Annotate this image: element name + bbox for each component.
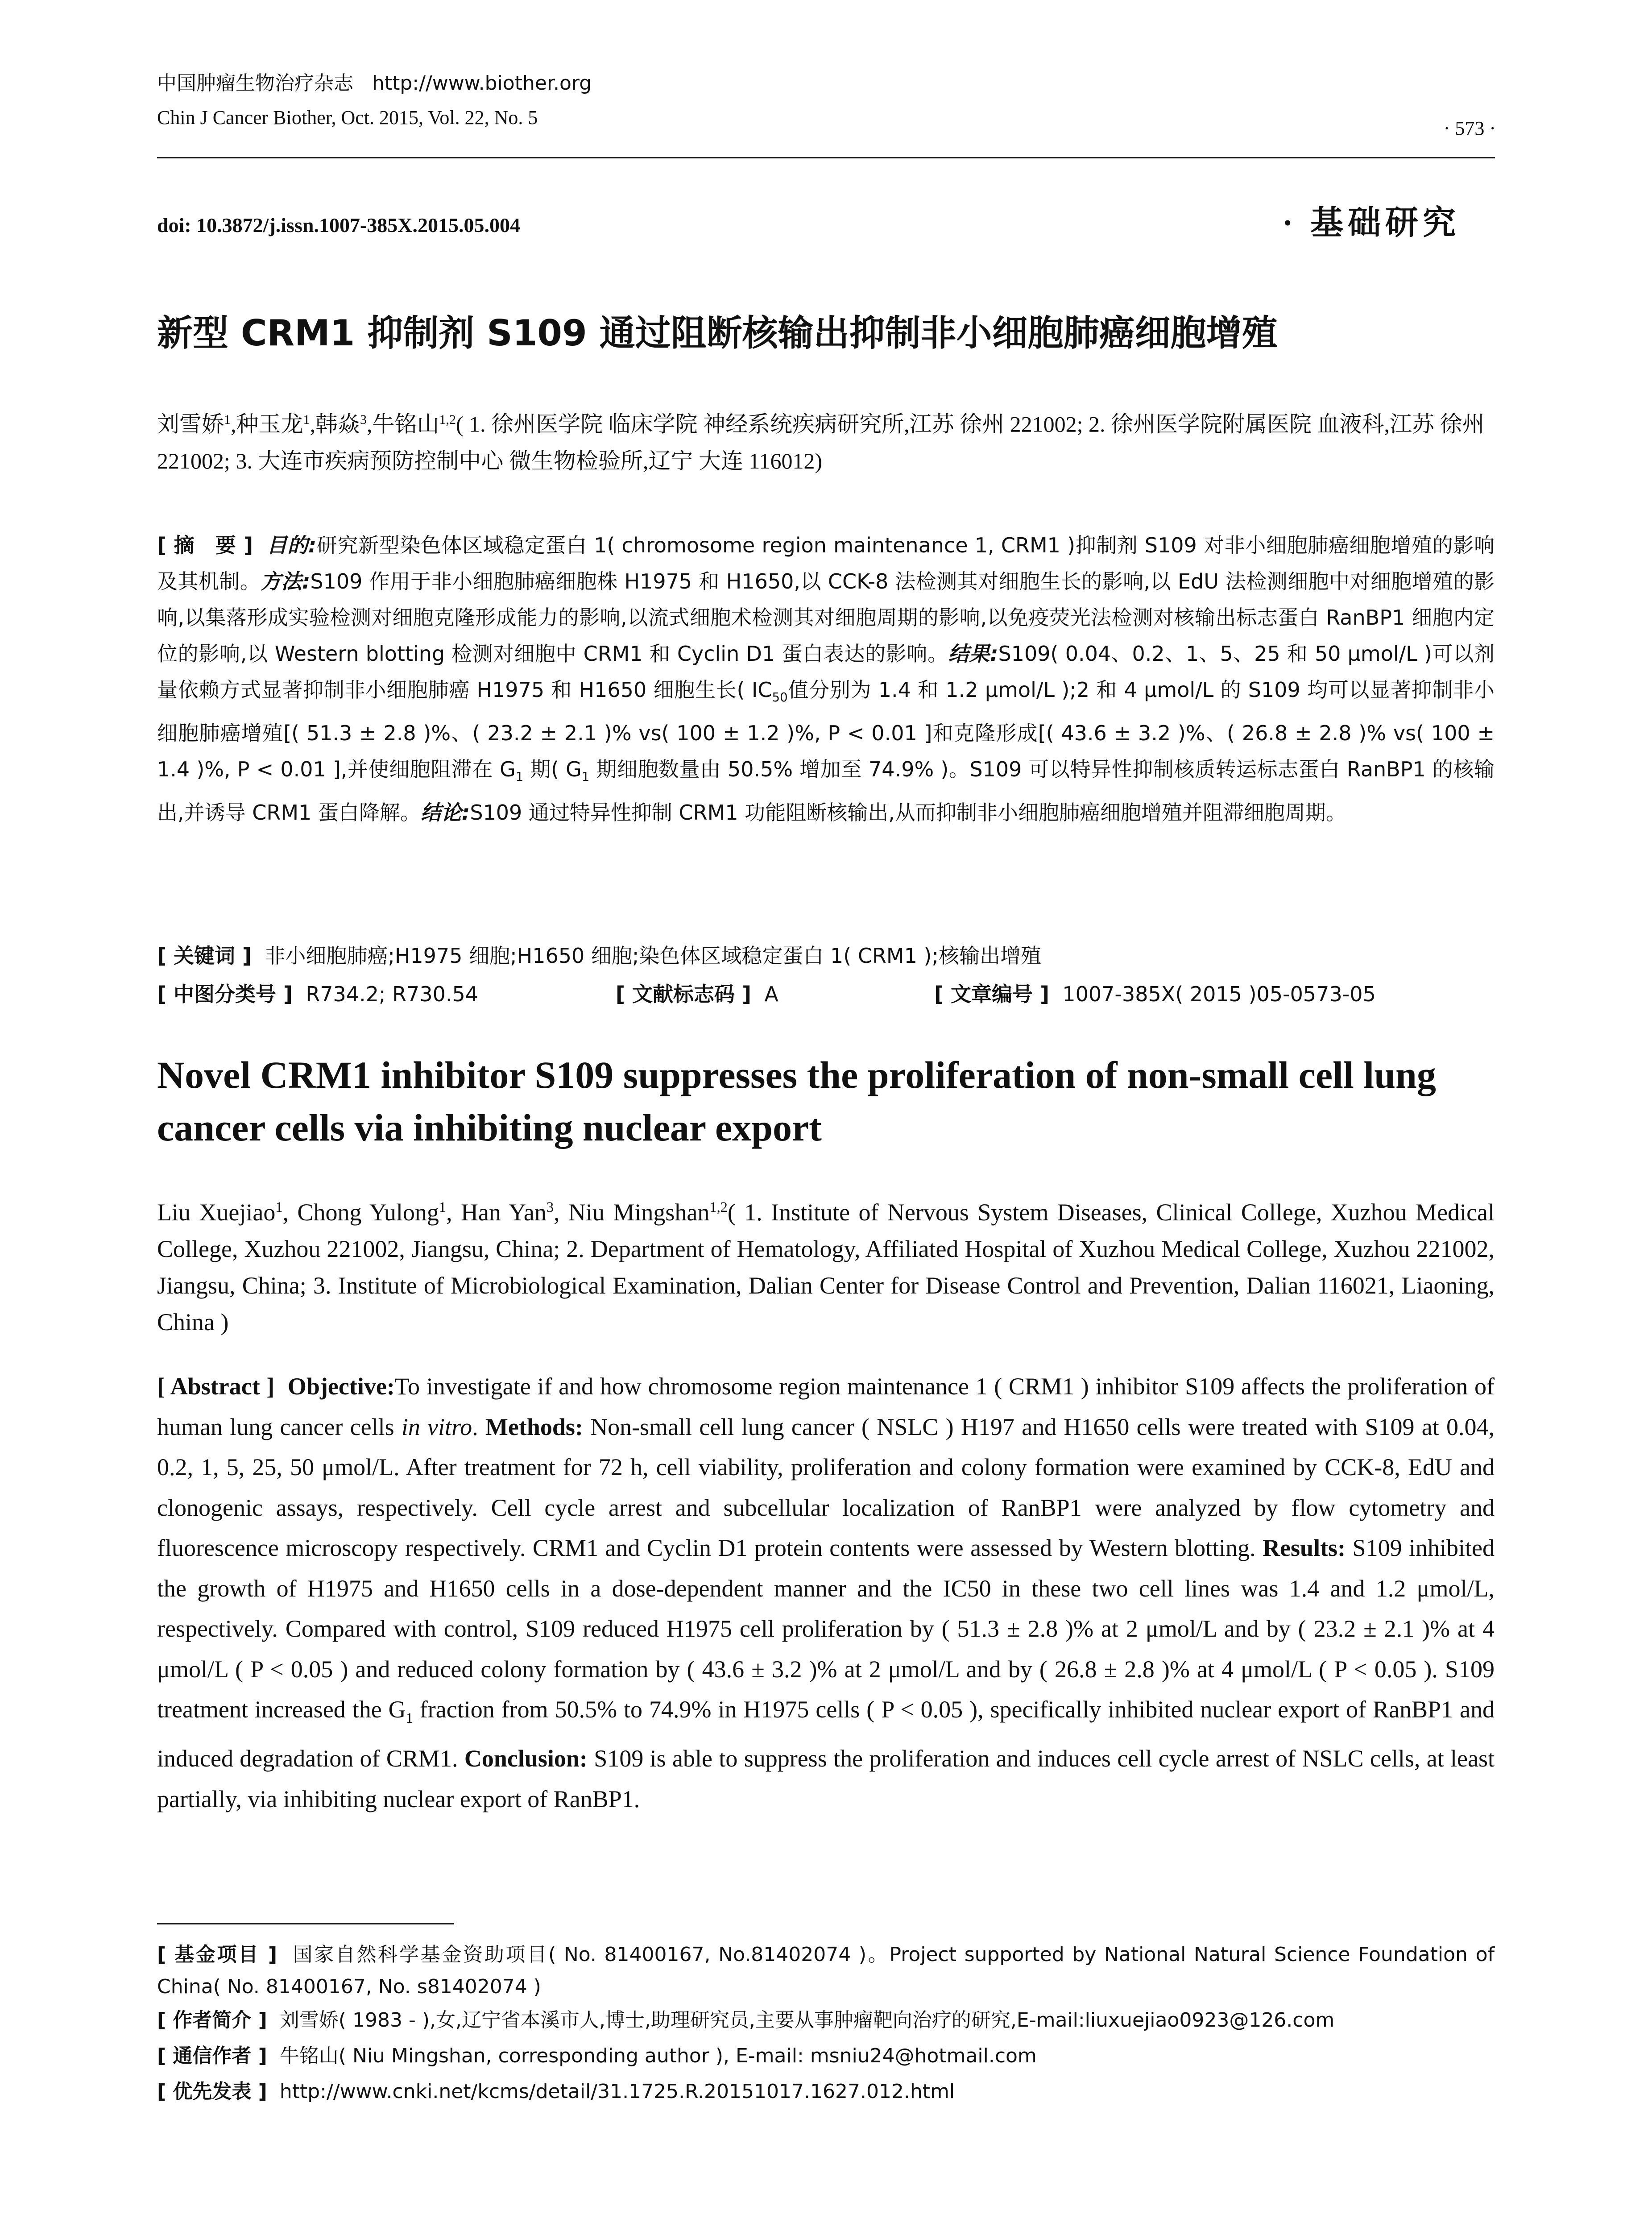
objective-label: Objective: bbox=[287, 1373, 395, 1400]
document-code bbox=[616, 976, 778, 1012]
abstract-label: [ 摘 要 ] bbox=[157, 533, 253, 557]
article-title-en: Novel CRM1 inhibitor S109 suppresses the proliferation of non-small cell lung cancer cells via inhibiting nuclear export bbox=[157, 1053, 1436, 1149]
author-name: ,韩焱 bbox=[310, 411, 360, 437]
affiliation-mark: 1,2 bbox=[439, 412, 456, 427]
funding-label: [ 基金项目 ] bbox=[157, 1943, 277, 1966]
methods-text: S109 作用于非小细胞肺癌细胞株 H1975 和 H1650,以 CCK-8 法检测其对细胞生长的影响,以 EdU 法检测细胞中对细胞增殖的影响,以集落形成实验检测对细胞克隆形成能力的影响,以流式细胞术检测其对细胞周期的影响,以免疫荧光法检测对核输出标志蛋白 RanBP1 细胞内定位的影响,以 Western blotting 检测对细胞中 CRM1 和 Cyclin D1 蛋白表达的影响。 bbox=[157, 569, 1495, 666]
article-title-cn: 新型 CRM1 抑制剂 S109 通过阻断核输出抑制非小细胞肺癌细胞增殖 bbox=[157, 312, 1278, 354]
subscript: 1 bbox=[515, 769, 524, 784]
conclusion-label: 结论: bbox=[420, 800, 470, 825]
affiliation-mark: 1 bbox=[439, 1199, 447, 1215]
authors-cn bbox=[157, 402, 1495, 479]
author-name: ,种玉龙 bbox=[231, 411, 303, 437]
methods-label: Methods: bbox=[485, 1413, 583, 1440]
journal-name-cn: 中国肿瘤生物治疗杂志 http://www.biother.org bbox=[157, 72, 592, 95]
article-no-value: 1007-385X( 2015 )05-0573-05 bbox=[1062, 982, 1376, 1006]
objective-text: . bbox=[472, 1413, 478, 1440]
abstract-en bbox=[157, 1366, 1495, 1819]
article-number bbox=[934, 976, 1376, 1012]
objective-text: 研究新型染色体区域稳定蛋白 1( chromosome region maintenance 1, CRM1 )抑制剂 S109 对非小细胞肺癌细胞增殖的影响及其机制。 bbox=[157, 533, 1495, 593]
author-name: ,牛铭山 bbox=[367, 411, 439, 437]
results-text: 期( G bbox=[523, 757, 582, 782]
author-name: , Chong Yulong bbox=[282, 1199, 439, 1226]
doc-code-label: [ 文献标志码 ] bbox=[616, 982, 752, 1006]
header-divider bbox=[157, 157, 1495, 158]
author-name: 刘雪娇 bbox=[157, 411, 224, 437]
footnote-divider bbox=[157, 1923, 454, 1924]
online-first-link[interactable]: http://www.cnki.net/kcms/detail/31.1725.R.20151017.1627.012.html bbox=[279, 2080, 955, 2103]
affiliations-en: ( 1. Institute of Nervous System Diseases, Clinical College, Xuzhou Medical College, Xuzhou 221002, Jiangsu, China; 2. Department of Hematology, Affiliated Hospital of Xuzhou Medical College, Xuzhou 221002, Jiangsu, China; 3. Institute of Microbiological Examination, Dalian Center for Disease Control and Prevention, Dalian 116021, Liaoning, China ) bbox=[157, 1199, 1495, 1335]
author-bio-label: [ 作者简介 ] bbox=[157, 2009, 267, 2032]
author-name: , Niu Mingshan bbox=[554, 1199, 710, 1226]
objective-italic: in vitro bbox=[401, 1413, 472, 1440]
author-name: , Han Yan bbox=[446, 1199, 547, 1226]
doi: doi: 10.3872/j.issn.1007-385X.2015.05.004 bbox=[157, 214, 520, 236]
conclusion-label: Conclusion: bbox=[464, 1745, 588, 1772]
journal-name-en: Chin J Cancer Biother, Oct. 2015, Vol. 22, No. 5 bbox=[157, 107, 538, 129]
keywords-text: 非小细胞肺癌;H1975 细胞;H1650 细胞;染色体区域稳定蛋白 1( CRM1 );核输出增殖 bbox=[265, 944, 1041, 968]
affiliation-mark: 3 bbox=[546, 1199, 554, 1215]
corresponding-label: [ 通信作者 ] bbox=[157, 2044, 267, 2067]
footnote-author-bio bbox=[157, 2004, 1495, 2036]
methods-text: Non-small cell lung cancer ( NSLC ) H197 and H1650 cells were treated with S109 at 0.04, 0.2, 1, 5, 25, 50 μmol/L. After treatment for 72 h, cell viability, proliferation and colony formation were examined by CCK-8, EdU and clonogenic assays, respectively. Cell cycle arrest and subcellular localization of RanBP1 were analyzed by flow cytometry and fluorescence microscopy respectively. CRM1 and Cyclin D1 protein contents were assessed by Western blotting. bbox=[157, 1413, 1495, 1561]
conclusion-text: S109 通过特异性抑制 CRM1 功能阻断核输出,从而抑制非小细胞肺癌细胞增殖并阻滞细胞周期。 bbox=[470, 800, 1346, 825]
funding-text: 国家自然科学基金资助项目( No. 81400167, No.81402074 )。Project supported by National Natural Science Foundation of China( No. 81400167, No. s81402074 ) bbox=[157, 1943, 1495, 1998]
author-bio-text: 刘雪娇( 1983 - ),女,辽宁省本溪市人,博士,助理研究员,主要从事肿瘤靶向治疗的研究,E-mail:liuxuejiao0923@126.com bbox=[279, 2009, 1335, 2032]
results-text: S109( 0.04、0.2、1、5、25 和 50 μmol/L )可以剂量依赖方式显著抑制非小细胞肺癌 H1975 和 H1650 细胞生长( IC bbox=[157, 642, 1495, 702]
subscript: 1 bbox=[406, 1710, 413, 1726]
corresponding-text: 牛铭山( Niu Mingshan, corresponding author ), E-mail: msniu24@hotmail.com bbox=[279, 2044, 1037, 2067]
clc-code bbox=[157, 976, 478, 1012]
subscript: 1 bbox=[581, 769, 590, 784]
conclusion-text: S109 is able to suppress the proliferation and induces cell cycle arrest of NSLC cells, at least partially, via inhibiting nuclear export of RanBP1. bbox=[157, 1745, 1495, 1812]
subscript: 50 bbox=[772, 690, 788, 705]
results-label: 结果: bbox=[948, 642, 998, 666]
results-label: Results: bbox=[1263, 1534, 1346, 1561]
clc-label: [ 中图分类号 ] bbox=[157, 982, 293, 1006]
results-text: 值分别为 1.4 和 1.2 μmol/L );2 和 4 μmol/L 的 S109 均可以显著抑制非小细胞肺癌增殖[( 51.3 ± 2.8 )%、( 23.2 ± 2.1 )% vs( 100 ± 1.2 )%, P < 0.01 ]和克隆形成[( 43.6 ± 3.2 )%、( 26.8 ± 2.8 )% vs( 100 ± 1.4 )%, P < 0.01 ],并使细胞阻滞在 G bbox=[157, 678, 1495, 782]
keywords-cn bbox=[157, 938, 1495, 974]
results-text: 期细胞数量由 50.5% 增加至 74.9% )。S109 可以特异性抑制核质转运标志蛋白 RanBP1 的核输出,并诱导 CRM1 蛋白降解。 bbox=[157, 757, 1495, 825]
abstract-cn bbox=[157, 527, 1495, 831]
affiliation-mark: 3 bbox=[360, 412, 367, 427]
affiliation-mark: 1 bbox=[303, 412, 310, 427]
objective-text: To investigate if and how chromosome region maintenance 1 ( CRM1 ) inhibitor S109 affects the proliferation of human lung cancer cells bbox=[157, 1373, 1495, 1440]
results-text: fraction from 50.5% to 74.9% in H1975 cells ( P < 0.05 ), specifically inhibited nuclear export of RanBP1 and induced degradation of CRM1. bbox=[157, 1696, 1495, 1772]
affiliations-cn: ( 1. 徐州医学院 临床学院 神经系统疾病研究所,江苏 徐州 221002; 2. 徐州医学院附属医院 血液科,江苏 徐州 221002; 3. 大连市疾病预防控制中心 微生物检验所,辽宁 大连 116012) bbox=[157, 411, 1485, 473]
results-text: S109 inhibited the growth of H1975 and H1650 cells in a dose-dependent manner and the IC50 in these two cell lines was 1.4 and 1.2 μmol/L, respectively. Compared with control, S109 reduced H1975 cell proliferation by ( 51.3 ± 2.8 )% at 2 μmol/L and by ( 23.2 ± 2.1 )% at 4 μmol/L ( P < 0.05 ) and reduced colony formation by ( 43.6 ± 3.2 )% at 2 μmol/L and by ( 26.8 ± 2.8 )% at 4 μmol/L ( P < 0.05 ). S109 treatment increased the G bbox=[157, 1534, 1495, 1723]
column-label: · 基础研究 bbox=[1282, 205, 1460, 241]
keywords-label: [ 关键词 ] bbox=[157, 944, 252, 968]
affiliation-mark: 1 bbox=[275, 1199, 283, 1215]
abstract-label: [ Abstract ] bbox=[157, 1373, 275, 1400]
doc-code-value: A bbox=[764, 982, 778, 1006]
objective-label: 目的: bbox=[266, 533, 317, 557]
page-number: · 573 · bbox=[1443, 117, 1496, 139]
footnote-online-first bbox=[157, 2076, 1495, 2108]
article-no-label: [ 文章编号 ] bbox=[934, 982, 1050, 1006]
online-first-label: [ 优先发表 ] bbox=[157, 2080, 267, 2103]
footnote-corresponding bbox=[157, 2040, 1495, 2072]
clc-value: R734.2; R730.54 bbox=[306, 982, 479, 1006]
footnote-funding bbox=[157, 1939, 1495, 2003]
affiliation-mark: 1,2 bbox=[709, 1199, 728, 1215]
authors-en bbox=[157, 1189, 1495, 1340]
methods-label: 方法: bbox=[261, 569, 311, 593]
author-name: Liu Xuejiao bbox=[157, 1199, 276, 1226]
affiliation-mark: 1 bbox=[224, 412, 231, 427]
